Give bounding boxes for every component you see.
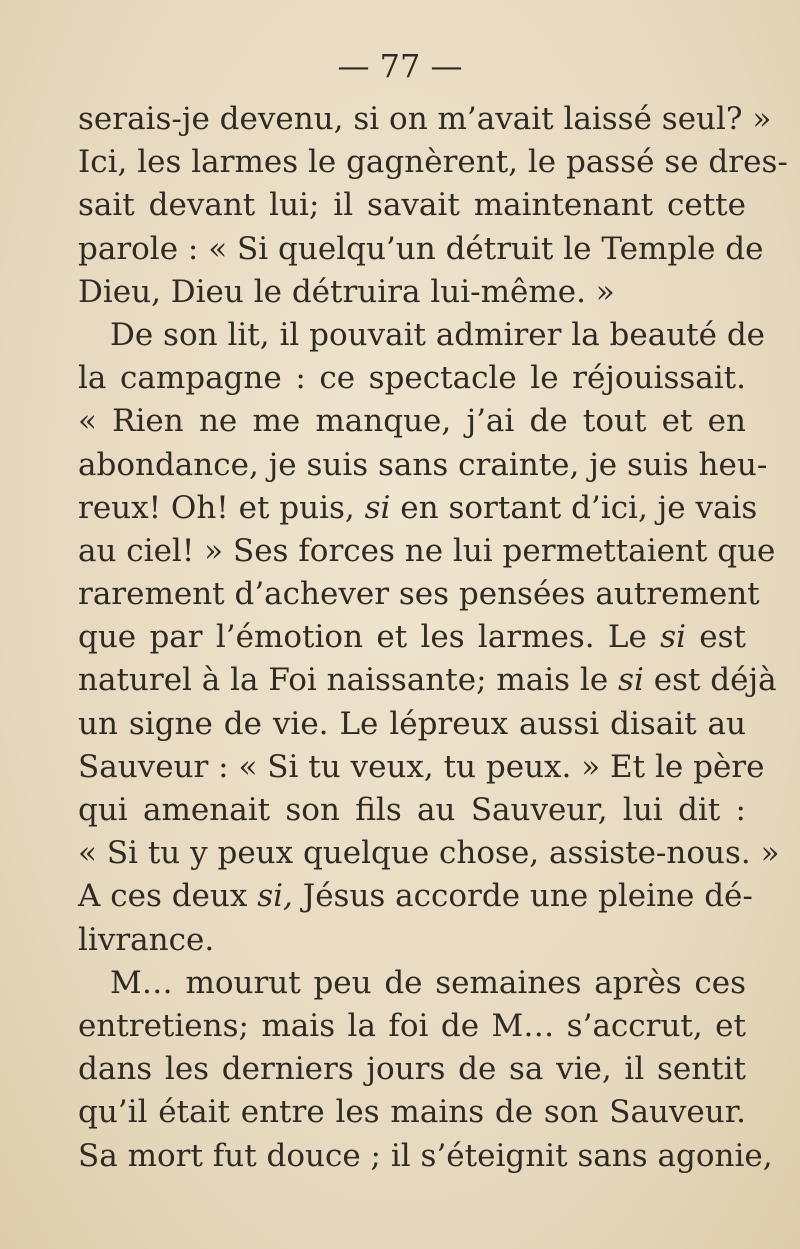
text-line (78, 357, 746, 400)
text-line (78, 1091, 746, 1134)
text-line (78, 1135, 773, 1178)
text-line (78, 616, 746, 659)
text-segment: « Rien ne me manque, j’ai de tout et en (78, 403, 746, 440)
text-line (78, 487, 758, 530)
italic-word: si (618, 662, 644, 699)
text-segment: la campagne : ce spectacle le réjouissait. (78, 360, 746, 397)
text-segment: un signe de vie. Le lépreux aussi disait au (78, 705, 746, 742)
text-line (78, 271, 746, 314)
text-line (78, 141, 788, 184)
italic-word: si (660, 619, 686, 656)
text-line (78, 98, 772, 141)
text-segment: Ici, les larmes le gagnèrent, le passé se dres- (78, 144, 788, 181)
text-segment: qui amenait son fils au Sauveur, lui dit : (78, 792, 746, 828)
text-segment: sait devant lui; il savait maintenant cette (78, 187, 746, 224)
text-line (78, 919, 746, 962)
text-line (78, 659, 777, 702)
text-segment: qu’il était entre les mains de son Sauveur. (78, 1094, 746, 1131)
text-segment: Jésus accorde une pleine dé- (292, 878, 753, 915)
text-line (78, 314, 766, 357)
text-segment: Sauveur : « Si tu veux, tu peux. » Et le père (78, 748, 765, 785)
text-line (78, 400, 746, 443)
text-segment: reux! Oh! et puis, (78, 489, 365, 526)
text-line (78, 789, 746, 832)
text-segment: en sortant d’ici, je vais (390, 489, 758, 526)
text-segment: que par l’émotion et les larmes. Le (78, 619, 661, 656)
text-segment: rarement d’achever ses pensées autrement (78, 576, 760, 613)
text-segment: entretiens; mais la foi de M… s’accrut, et (78, 1007, 746, 1044)
text-segment: M… mourut peu de semaines après ces (110, 964, 746, 1001)
text-line (78, 228, 764, 271)
text-segment: est déjà (643, 662, 777, 699)
text-line (78, 875, 753, 918)
text-segment: serais-je devenu, si on m’avait laissé seul? » (78, 101, 772, 137)
text-line (78, 573, 760, 616)
text-line (78, 444, 768, 487)
text-segment: parole : « Si quelqu’un détruit le Temple de (78, 230, 764, 267)
text-line (78, 703, 746, 746)
text-line (78, 184, 746, 227)
text-segment: dans les derniers jours de sa vie, il sentit (78, 1051, 746, 1088)
text-segment: Sa mort fut douce ; il s’éteignit sans agonie, (78, 1137, 773, 1174)
text-line (78, 962, 746, 1005)
text-segment: De son lit, il pouvait admirer la beauté de (110, 316, 766, 353)
text-line (78, 1048, 746, 1091)
page-body-text (78, 98, 788, 1178)
text-segment: abondance, je suis sans crainte, je suis heu- (78, 446, 768, 483)
text-segment: Dieu, Dieu le détruira lui-même. » (78, 273, 615, 310)
text-line (78, 746, 765, 789)
text-segment: est (685, 619, 746, 656)
page-number: — 77 — (337, 47, 463, 85)
text-segment: livrance. (78, 921, 215, 958)
text-segment: naturel à la Foi naissante; mais le (78, 662, 619, 699)
italic-word: si (364, 489, 391, 526)
text-segment: au ciel! » Ses forces ne lui permettaient que (78, 532, 776, 569)
text-line (78, 832, 780, 875)
text-line (78, 1005, 746, 1048)
text-line (78, 530, 776, 573)
text-segment: A ces deux (78, 878, 258, 915)
italic-word: si, (257, 878, 293, 915)
text-segment: « Si tu y peux quelque chose, assiste-nous. » (78, 835, 780, 872)
